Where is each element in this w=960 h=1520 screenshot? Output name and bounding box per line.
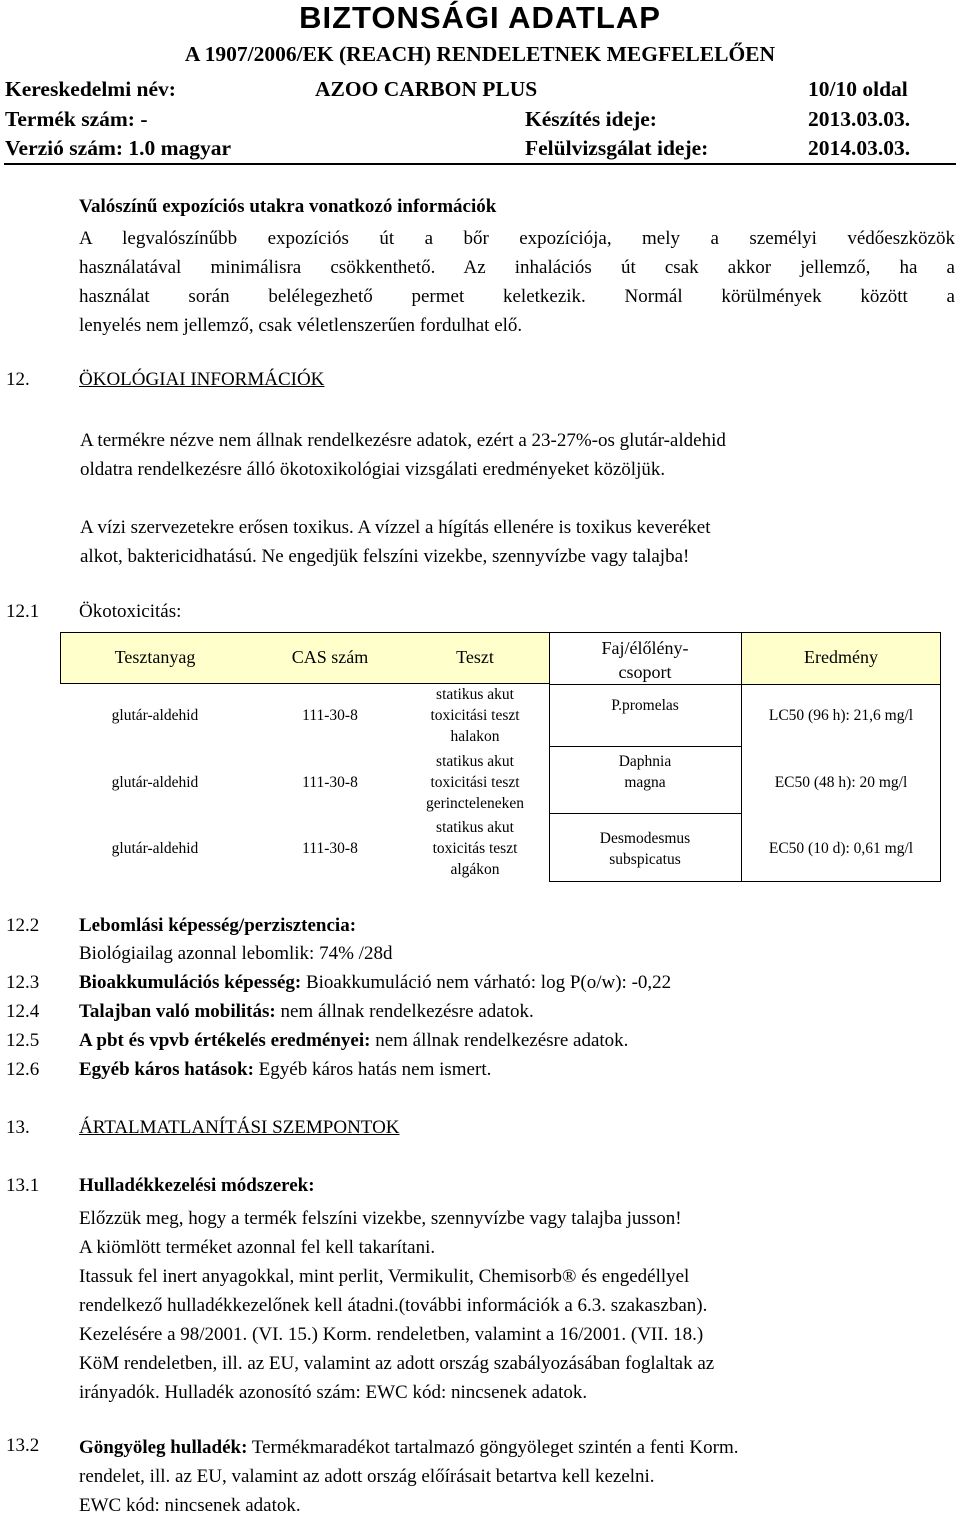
section-12-title: ÖKOLÓGIAI INFORMÁCIÓK — [79, 369, 325, 390]
revised-date: 2014.03.03. — [808, 136, 911, 160]
col-header-substance: Tesztanyag — [114, 647, 196, 667]
packaging-line: Termékmaradékot tartalmazó göngyöleget szintén a fenti Korm. — [251, 1437, 739, 1458]
waste-line: irányadók. Hulladék azonosító szám: EWC kód: nincsenek adatok. — [79, 1382, 588, 1403]
subsection-13-1-title: Hulladékkezelési módszerek: — [79, 1175, 315, 1196]
subsection-12-4 — [79, 1001, 534, 1023]
document-title: BIZTONSÁGI ADATLAP — [299, 0, 661, 35]
col-header-cas: CAS szám — [291, 647, 369, 667]
subsection-12-3-text: Bioakkumuláció nem várható: log P(o/w): -0,22 — [305, 972, 672, 993]
col-header-test: Teszt — [456, 647, 494, 667]
ecotoxicity-table — [60, 632, 941, 882]
cell-test: statikus akut toxicitás teszt algákon — [432, 819, 518, 878]
waste-line: Előzzük meg, hogy a termék felszíni vizekbe, szennyvízbe vagy talajba jusson! — [79, 1208, 682, 1229]
subsection-12-5-text: nem állnak rendelkezésre adatok. — [375, 1030, 629, 1051]
waste-line: A kiömlött terméket azonnal fel kell takarítani. — [79, 1237, 436, 1258]
grid-line — [549, 813, 741, 814]
aquatic-line: A vízi szervezetekre erősen toxikus. A vízzel a hígítás ellenére is toxikus keveréket — [80, 517, 711, 538]
waste-line: Kezelésére a 98/2001. (VI. 15.) Korm. rendeletben, valamint a 16/2001. (VII. 18.) — [79, 1324, 704, 1345]
exposure-line: A legvalószínűbb expozíciós út a bőr expozíciója, mely a személyi védőeszközök — [79, 228, 955, 249]
cell-test: statikus akut toxicitási teszt halakon — [430, 686, 520, 745]
header-divider — [4, 163, 956, 165]
cell-result: LC50 (96 h): 21,6 mg/l — [768, 707, 914, 724]
cell-cas: 111-30-8 — [302, 774, 358, 791]
created-date: 2013.03.03. — [808, 107, 911, 131]
subsection-13-2-body — [79, 1433, 955, 1520]
exposure-line: lenyelés nem jellemző, csak véletlenszerűen fordulhat elő. — [79, 315, 523, 336]
intro-line: oldatra rendelkezésre álló ökotoxikológiai vizsgálati eredményeket közöljük. — [80, 459, 666, 480]
cell-substance: glutár-aldehid — [111, 774, 199, 791]
product-number-label: Termék szám: - — [5, 107, 148, 131]
exposure-line: használatával minimálisra csökkenthető. Az inhalációs út csak akkor jellemző, ha a — [79, 257, 955, 278]
grid-line — [741, 684, 941, 685]
subsection-13-1-body — [79, 1204, 939, 1407]
version-label: Verzió szám: 1.0 magyar — [5, 136, 232, 160]
col-header-species: Faj/élőlény- csoport — [601, 638, 689, 682]
exposure-paragraph — [79, 224, 955, 340]
subsection-12-5-number: 12.5 — [6, 1030, 40, 1051]
trade-name-label: Kereskedelmi név: — [5, 77, 176, 101]
exposure-line: használat során belélegezhető permet keletkezik. Normál körülmények között a — [79, 286, 955, 307]
subsection-13-2-number: 13.2 — [6, 1435, 40, 1456]
subsection-12-2-text: Biológiailag azonnal lebomlik: 74% /28d — [79, 943, 393, 964]
intro-line: A termékre nézve nem állnak rendelkezésre adatok, ezért a 23-27%-os glutár-aldehid — [80, 430, 726, 451]
cell-result: EC50 (10 d): 0,61 mg/l — [768, 840, 914, 857]
trade-name-value: AZOO CARBON PLUS — [315, 77, 538, 101]
page-number: 10/10 oldal — [808, 77, 908, 101]
created-label: Készítés ideje: — [525, 107, 657, 131]
document-subtitle: A 1907/2006/EK (REACH) RENDELETNEK MEGFELELŐEN — [184, 42, 776, 66]
cell-result: EC50 (48 h): 20 mg/l — [774, 774, 908, 791]
subsection-12-6-number: 12.6 — [6, 1059, 40, 1080]
col-header-result: Eredmény — [804, 647, 878, 667]
subsection-12-6 — [79, 1059, 491, 1081]
subsection-12-6-title: Egyéb káros hatások: — [79, 1059, 254, 1080]
subsection-12-4-title: Talajban való mobilitás: — [79, 1001, 276, 1022]
grid-line — [549, 684, 741, 685]
waste-line: rendelkező hulladékkezelőnek kell átadni.(további információk a 6.3. szakaszban). — [79, 1295, 708, 1316]
grid-line — [549, 632, 941, 633]
cell-species: Desmodesmus subspicatus — [599, 830, 691, 868]
subsection-12-3-number: 12.3 — [6, 972, 40, 993]
subsection-12-4-number: 12.4 — [6, 1001, 40, 1022]
section-12-aquatic — [80, 513, 944, 571]
cell-cas: 111-30-8 — [302, 840, 358, 857]
aquatic-line: alkot, baktericidhatású. Ne engedjük felszíni vizekbe, szennyvízbe vagy talajba! — [80, 546, 690, 567]
subsection-13-2-title: Göngyöleg hulladék: — [79, 1437, 248, 1458]
revised-label: Felülvizsgálat ideje: — [525, 136, 709, 160]
section-12-intro — [80, 426, 944, 484]
subsection-12-1-title: Ökotoxicitás: — [79, 601, 182, 622]
grid-line — [549, 881, 941, 882]
subsection-12-5-title: A pbt és vpvb értékelés eredményei: — [79, 1030, 371, 1051]
packaging-line: EWC kód: nincsenek adatok. — [79, 1495, 301, 1516]
subsection-12-3 — [79, 972, 671, 994]
subsection-13-1-number: 13.1 — [6, 1175, 40, 1196]
cell-species: P.promelas — [611, 697, 679, 714]
cell-test: statikus akut toxicitási teszt gerincteleneken — [425, 753, 525, 812]
section-13-title: ÁRTALMATLANÍTÁSI SZEMPONTOK — [79, 1117, 400, 1138]
waste-line: KöM rendeletben, ill. az EU, valamint az adott ország szabályozásában foglaltak az — [79, 1353, 715, 1374]
waste-line: Itassuk fel inert anyagokkal, mint perlit, Vermikulit, Chemisorb® és engedéllyel — [79, 1266, 690, 1287]
subsection-12-3-title: Bioakkumulációs képesség: — [79, 972, 302, 993]
subsection-12-6-text: Egyéb káros hatás nem ismert. — [258, 1059, 492, 1080]
exposure-heading: Valószínű expozíciós utakra vonatkozó információk — [79, 196, 497, 217]
subsection-12-1-number: 12.1 — [6, 601, 40, 622]
cell-substance: glutár-aldehid — [111, 840, 199, 857]
cell-cas: 111-30-8 — [302, 707, 358, 724]
subsection-12-2-number: 12.2 — [6, 915, 40, 936]
subsection-12-4-text: nem állnak rendelkezésre adatok. — [280, 1001, 534, 1022]
cell-substance: glutár-aldehid — [111, 707, 199, 724]
section-12-number: 12. — [6, 369, 30, 390]
grid-line — [549, 746, 741, 747]
packaging-line: rendelet, ill. az EU, valamint az adott ország előírásait betartva kell kezelni. — [79, 1466, 655, 1487]
grid-line — [60, 632, 549, 633]
subsection-12-2-title: Lebomlási képesség/perzisztencia: — [79, 915, 357, 936]
subsection-12-5 — [79, 1030, 628, 1052]
section-13-number: 13. — [6, 1117, 30, 1138]
cell-species: Daphnia magna — [618, 753, 672, 791]
